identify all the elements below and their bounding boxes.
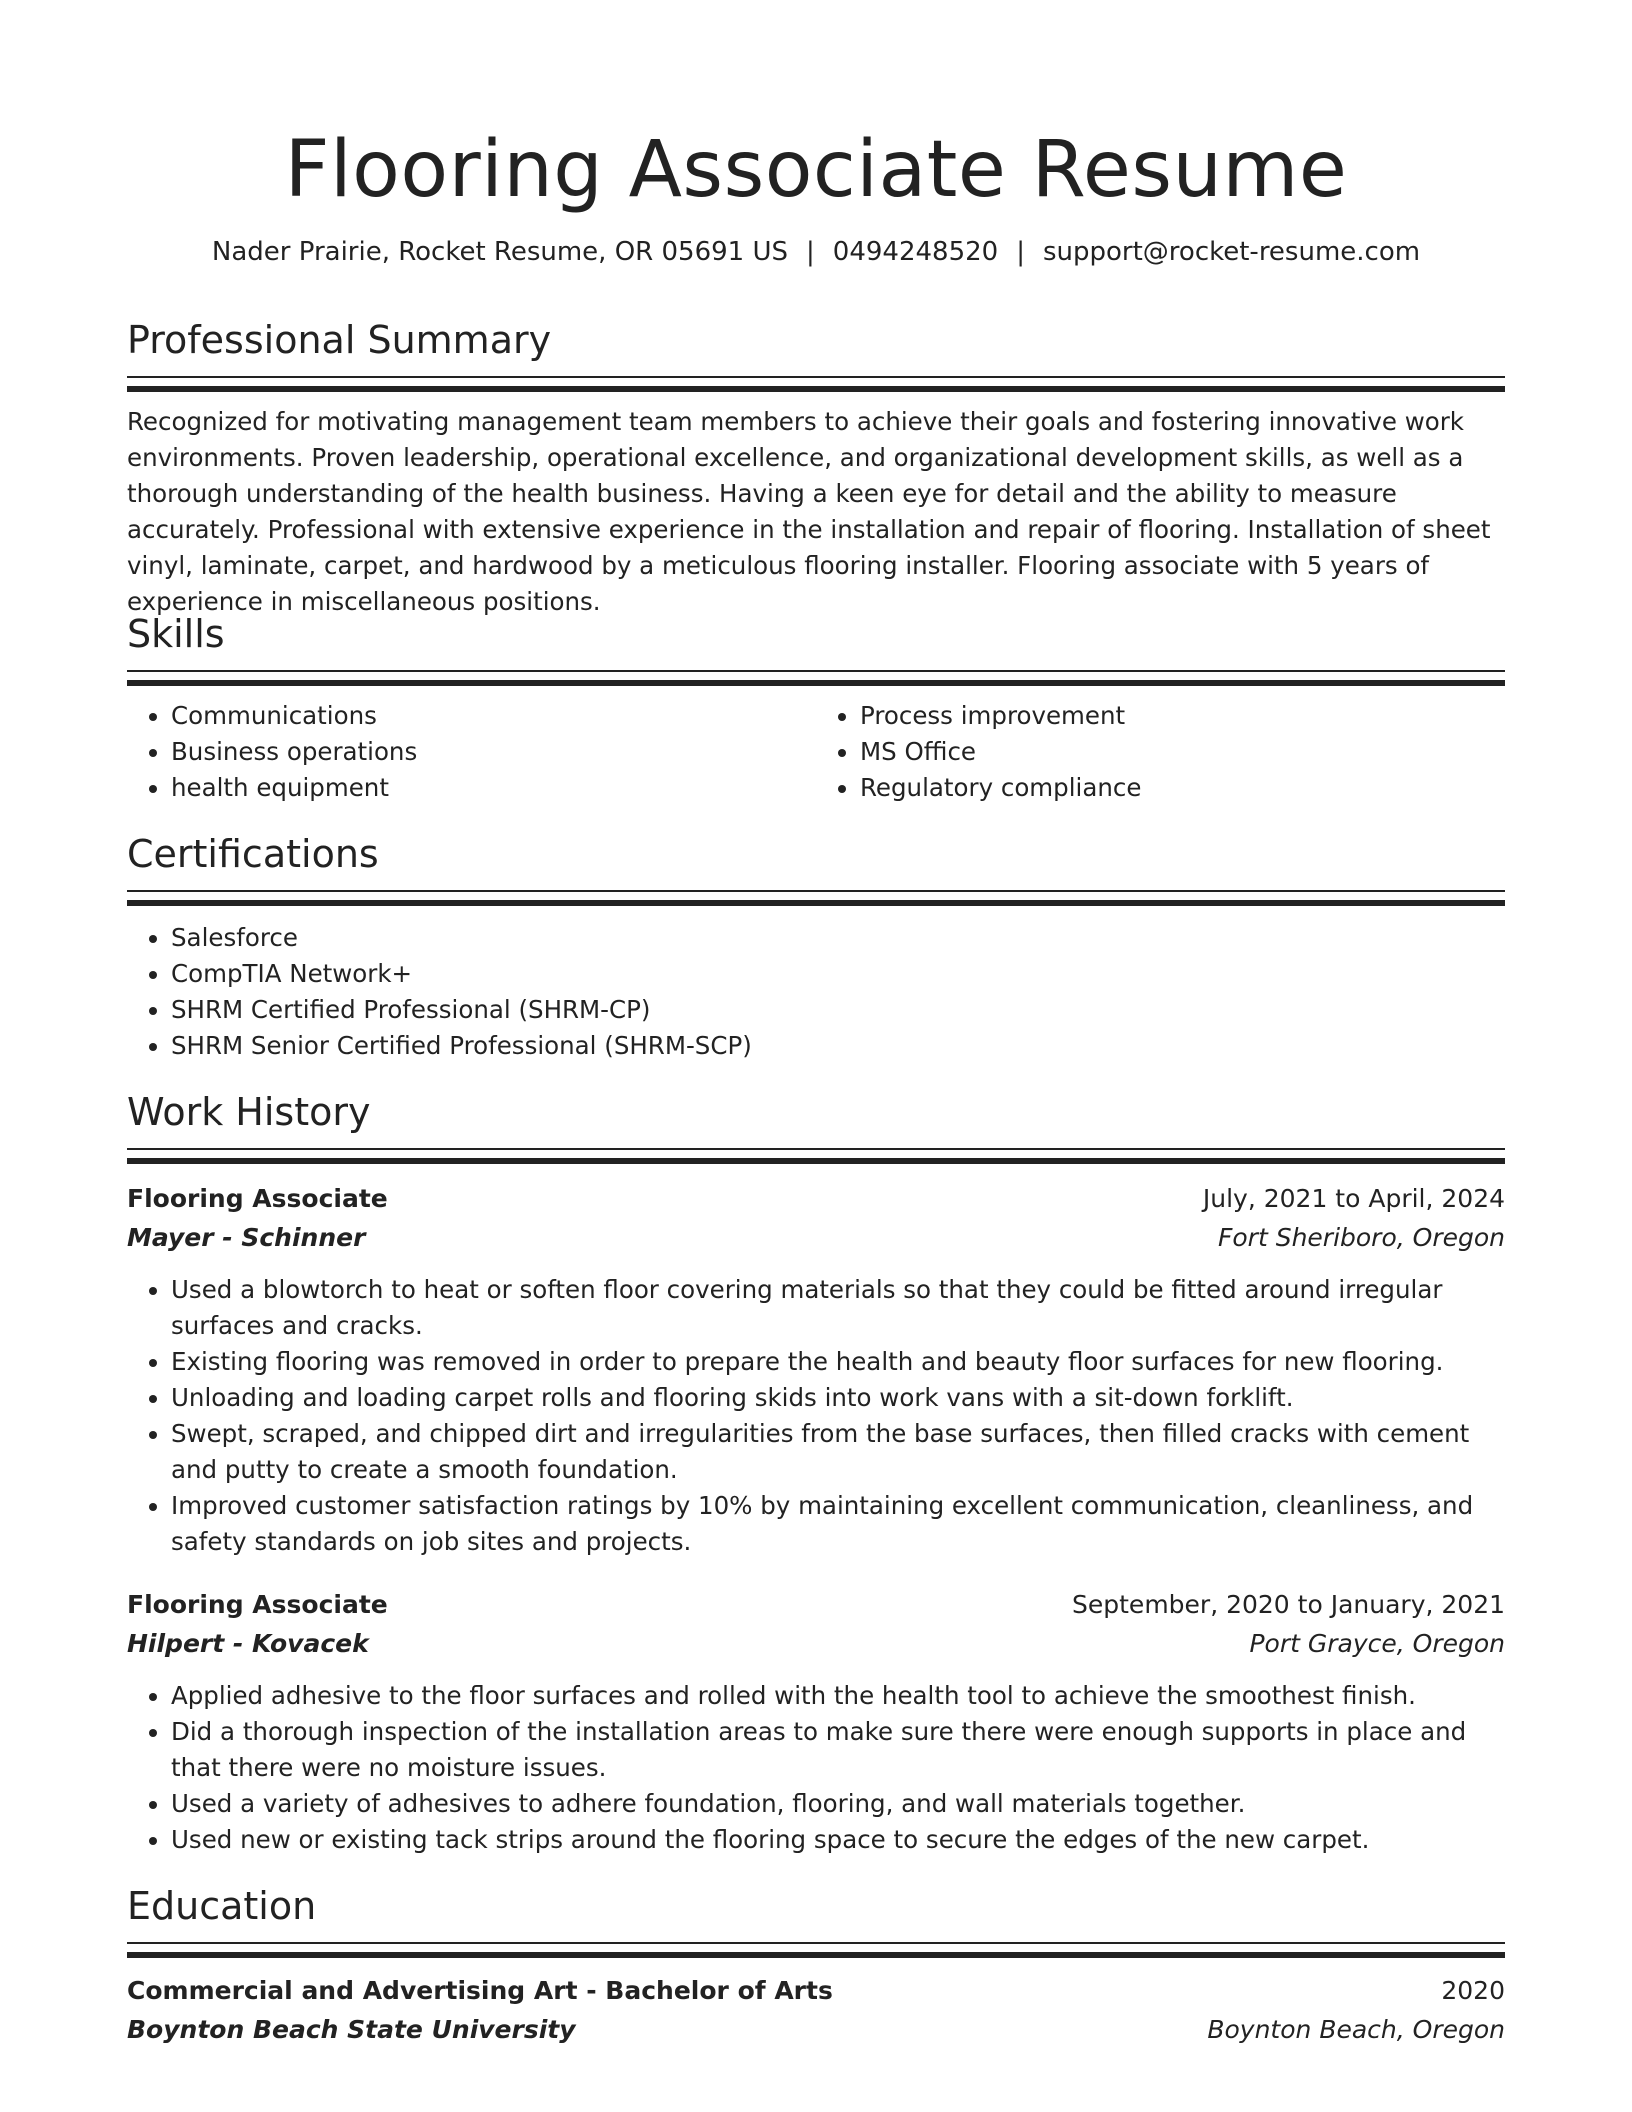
skill-item: • Process improvement [860, 698, 1505, 734]
section-divider [127, 670, 1505, 686]
job-bullet: • Did a thorough inspection of the installation areas to make sure there were enough supports in place and that there were no moisture issues. [171, 1714, 1505, 1786]
section-divider [127, 1942, 1505, 1958]
job-title: Flooring Associate [127, 1590, 388, 1619]
skill-item: • Business operations [171, 734, 816, 770]
skills-section [127, 610, 1505, 806]
job-entry [127, 1586, 1505, 1858]
work-history-section [127, 1088, 1505, 1560]
skill-item: • health equipment [171, 770, 816, 806]
section-heading: Professional Summary [127, 318, 552, 362]
skills-list-left [127, 698, 816, 806]
job-header [127, 1180, 1505, 1218]
section-divider [127, 890, 1505, 906]
job-dates: September, 2020 to January, 2021 [1072, 1590, 1505, 1619]
job-bullet: • Improved customer satisfaction ratings by 10% by maintaining excellent communication, cleanliness, and safety standards on job sites and projects. [171, 1488, 1505, 1560]
job-subheader [127, 1624, 1505, 1664]
certification-item: • Salesforce [171, 920, 1505, 956]
job-dates: July, 2021 to April, 2024 [1202, 1184, 1505, 1213]
skills-list-right [816, 698, 1505, 806]
skill-item: • MS Office [860, 734, 1505, 770]
job-location: Port Grayce, Oregon [1249, 1629, 1505, 1658]
education-header [127, 1972, 1505, 2010]
summary-text: Recognized for motivating management team members to achieve their goals and fostering innovative work environments. Proven leadership, operational excellence, and organizational development skills, as well as a thorough understanding of the health business. Having a keen eye for detail and the ability to measure accurately. Professional with extensive experience in the installation and repair of flooring. Installation of sheet vinyl, laminate, carpet, and hardwood by a meticulous flooring installer. Flooring associate with 5 years of experience in miscellaneous positions. [127, 407, 1491, 616]
section-heading: Work History [127, 1090, 371, 1134]
contact-phone: 0494248520 [832, 237, 999, 267]
job-subheader [127, 1218, 1505, 1258]
education-section [127, 1882, 1505, 2050]
job-company: Mayer - Schinner [127, 1223, 366, 1252]
job-company: Hilpert - Kovacek [127, 1629, 369, 1658]
skills-columns [127, 686, 1505, 806]
job-bullet: • Existing flooring was removed in order to prepare the health and beauty floor surfaces for new flooring. [171, 1344, 1505, 1380]
summary-section [127, 316, 1505, 620]
job-bullet: • Swept, scraped, and chipped dirt and irregularities from the base surfaces, then filled cracks with cement and putty to create a smooth foundation. [171, 1416, 1505, 1488]
certifications-list [127, 906, 1505, 1064]
job-bullet: • Used a variety of adhesives to adhere foundation, flooring, and wall materials together. [171, 1786, 1505, 1822]
certification-item: • CompTIA Network+ [171, 956, 1505, 992]
contact-separator: | [1016, 237, 1025, 267]
education-year: 2020 [1441, 1976, 1505, 2005]
job-header [127, 1586, 1505, 1624]
skill-item: • Regulatory compliance [860, 770, 1505, 806]
skill-item: • Communications [171, 698, 816, 734]
job-bullet: • Applied adhesive to the floor surfaces and rolled with the health tool to achieve the smoothest finish. [171, 1678, 1505, 1714]
education-degree: Commercial and Advertising Art - Bachelor of Arts [127, 1976, 833, 2005]
job-bullet: • Used new or existing tack strips around the flooring space to secure the edges of the new carpet. [171, 1822, 1505, 1858]
education-subheader [127, 2010, 1505, 2050]
section-heading: Certifications [127, 832, 379, 876]
resume-title: Flooring Associate Resume [284, 125, 1348, 215]
education-location: Boynton Beach, Oregon [1207, 2015, 1505, 2044]
job-location: Fort Sheriboro, Oregon [1218, 1223, 1505, 1252]
job-bullet: • Used a blowtorch to heat or soften floor covering materials so that they could be fitted around irregular surfaces and cracks. [171, 1272, 1505, 1344]
job-bullets [127, 1258, 1505, 1560]
certifications-section [127, 830, 1505, 1064]
contact-email: support@rocket-resume.com [1042, 237, 1421, 267]
section-divider [127, 376, 1505, 392]
section-heading: Skills [127, 612, 225, 656]
job-entry [127, 1164, 1505, 1560]
certification-item: • SHRM Certified Professional (SHRM-CP) [171, 992, 1505, 1028]
contact-separator: | [806, 237, 815, 267]
job-bullets [127, 1664, 1505, 1858]
job-bullet: • Unloading and loading carpet rolls and flooring skids into work vans with a sit-down forklift. [171, 1380, 1505, 1416]
contact-line [127, 232, 1505, 272]
job-title: Flooring Associate [127, 1184, 388, 1213]
certification-item: • SHRM Senior Certified Professional (SHRM-SCP) [171, 1028, 1505, 1064]
section-heading: Education [127, 1884, 317, 1928]
section-divider [127, 1148, 1505, 1164]
education-school: Boynton Beach State University [127, 2015, 576, 2044]
contact-address: Nader Prairie, Rocket Resume, OR 05691 US [211, 237, 789, 267]
education-entry [127, 1958, 1505, 2050]
